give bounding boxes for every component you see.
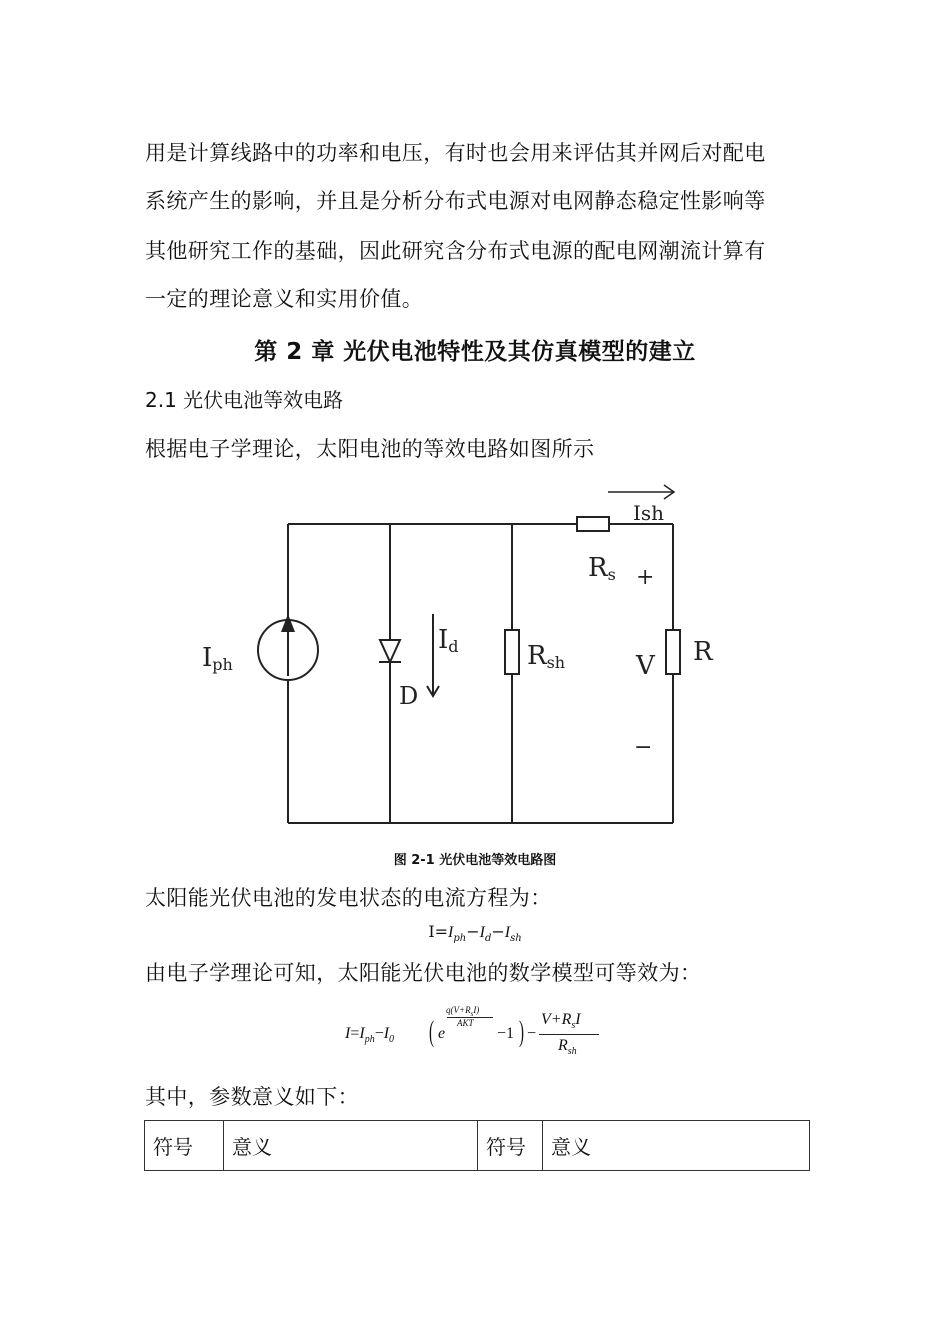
section-heading: 2.1 光伏电池等效电路 xyxy=(145,388,344,412)
table-header-row xyxy=(145,1121,810,1171)
ish-label: Ish xyxy=(633,501,665,525)
table-header-meaning-2: 意义 xyxy=(543,1121,810,1171)
load-label: R xyxy=(693,637,713,667)
id-label: Id xyxy=(438,625,459,656)
parameter-table xyxy=(144,1120,810,1171)
iph-label: Iph xyxy=(202,643,233,674)
paragraph-line-1: 用是计算线路中的功率和电压，有时也会用来评估其并网后对配电 xyxy=(145,141,766,165)
rs-label: Rs xyxy=(588,553,616,584)
equation-2: $I=I_{ph}-I_0$ ( e $q(V+R_sI)$ AKT −1 ) − $V+R_sI$ $R_{sh}$ xyxy=(345,1003,615,1063)
plus-sign: + xyxy=(636,565,655,590)
table-header-symbol-1: 符号 xyxy=(145,1121,224,1171)
table-header-symbol-2: 符号 xyxy=(478,1121,543,1171)
paragraph-line-2: 系统产生的影响，并且是分析分布式电源对电网静态稳定性影响等 xyxy=(145,189,766,213)
diode-label: D xyxy=(399,682,419,710)
current-equation-intro: 太阳能光伏电池的发电状态的电流方程为： xyxy=(145,886,552,910)
figure-caption: 图 2-1 光伏电池等效电路图 xyxy=(393,853,557,868)
paragraph-line-4: 一定的理论意义和实用价值。 xyxy=(145,287,424,311)
params-intro: 其中，参数意义如下： xyxy=(145,1085,359,1109)
rs-resistor xyxy=(577,517,609,531)
diode-symbol xyxy=(380,640,400,662)
chapter-heading: 第 2 章 光伏电池特性及其仿真模型的建立 xyxy=(254,339,696,365)
voltage-label: V xyxy=(636,651,655,681)
minus-sign: − xyxy=(634,735,653,760)
table-header-meaning-1: 意义 xyxy=(224,1121,478,1171)
paragraph-line-3: 其他研究工作的基础，因此研究含分布式电源的配电网潮流计算有 xyxy=(145,239,766,263)
equivalent-circuit-diagram xyxy=(190,478,730,838)
equation-1: $I=I_{ph}-I_d-I_{sh}$ xyxy=(428,922,522,945)
load-resistor xyxy=(666,630,680,674)
intro-text: 根据电子学理论，太阳电池的等效电路如图所示 xyxy=(145,437,595,461)
rsh-label: Rsh xyxy=(527,641,566,672)
model-intro: 由电子学理论可知，太阳能光伏电池的数学模型可等效为： xyxy=(145,961,702,985)
rsh-resistor xyxy=(505,630,519,674)
